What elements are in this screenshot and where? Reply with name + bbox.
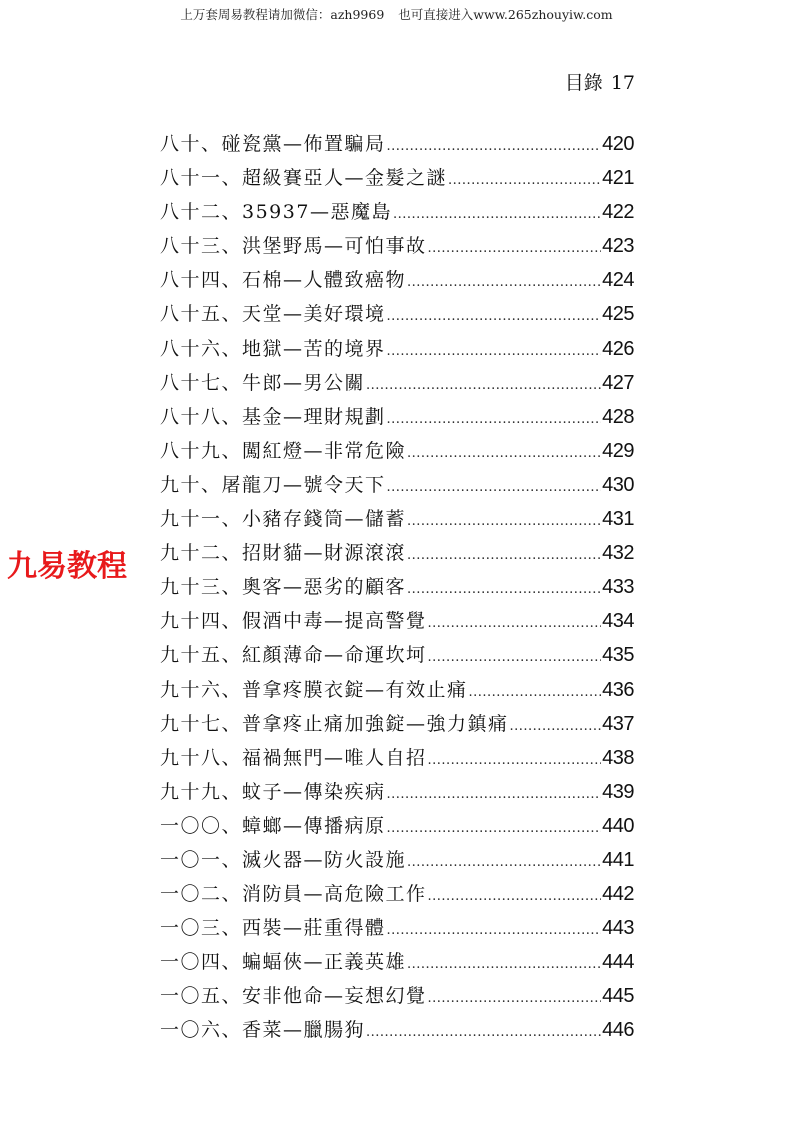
- dot-leader: [387, 471, 602, 505]
- toc-entry-page: 438: [602, 746, 634, 769]
- dot-leader: [387, 914, 602, 948]
- toc-entry-page: 441: [602, 848, 634, 871]
- toc-entry-page: 423: [602, 235, 634, 258]
- header-page-number: 17: [610, 72, 635, 94]
- toc-entry[interactable]: [160, 707, 634, 741]
- toc-entry[interactable]: [160, 468, 634, 502]
- toc-entry-page: 436: [602, 678, 634, 701]
- toc-entry-title: 一〇四、蝙蝠俠—正義英雄: [160, 951, 407, 974]
- banner-link-text: 也可直接进入www.265zhouyiw.com: [398, 7, 613, 22]
- toc-entry-page: 429: [602, 439, 634, 462]
- toc-entry-page: 426: [602, 337, 634, 360]
- banner-text: 上万套周易教程请加微信：azh9969: [180, 7, 385, 22]
- toc-entry[interactable]: [160, 161, 634, 195]
- toc-entry-title: 八十二、35937—惡魔島: [160, 201, 392, 224]
- table-of-contents: [160, 127, 634, 1048]
- toc-entry-page: 446: [602, 1019, 634, 1042]
- toc-entry[interactable]: [160, 843, 634, 877]
- dot-leader: [448, 164, 601, 198]
- toc-entry-title: 一〇〇、蟑螂—傳播病原: [160, 814, 386, 837]
- dot-leader: [393, 198, 601, 232]
- dot-leader: [407, 266, 601, 300]
- toc-entry[interactable]: [160, 775, 634, 809]
- toc-entry[interactable]: [160, 979, 634, 1013]
- toc-entry-page: 428: [602, 405, 634, 428]
- toc-entry[interactable]: [160, 638, 634, 672]
- toc-entry-page: 434: [602, 610, 634, 633]
- toc-entry-title: 八十、碰瓷黨—佈置騙局: [160, 133, 386, 155]
- dot-leader: [407, 948, 601, 982]
- page-header: [565, 68, 635, 95]
- top-banner: [0, 5, 793, 23]
- toc-entry-title: 八十三、洪堡野馬—可怕事故: [160, 235, 427, 258]
- toc-entry[interactable]: [160, 877, 634, 911]
- dot-leader: [387, 335, 602, 369]
- toc-entry-title: 一〇五、安非他命—妄想幻覺: [160, 985, 427, 1008]
- toc-entry-title: 九十六、普拿疼膜衣錠—有效止痛: [160, 678, 468, 701]
- toc-entry-page: 430: [602, 473, 634, 496]
- toc-entry[interactable]: [160, 911, 634, 945]
- dot-leader: [428, 607, 602, 641]
- dot-leader: [428, 232, 602, 266]
- toc-entry[interactable]: [160, 127, 634, 161]
- toc-entry-title: 九十四、假酒中毒—提高警覺: [160, 610, 427, 633]
- toc-entry[interactable]: [160, 434, 634, 468]
- toc-entry-title: 一〇一、滅火器—防火設施: [160, 848, 407, 871]
- toc-entry-title: 八十八、基金—理財規劃: [160, 405, 386, 428]
- toc-entry-page: 432: [602, 542, 634, 565]
- toc-entry-title: 九十一、小豬存錢筒—儲蓄: [160, 508, 407, 531]
- toc-entry-title: 八十六、地獄—苦的境界: [160, 337, 386, 360]
- toc-entry-title: 九十五、紅顏薄命—命運坎坷: [160, 644, 427, 667]
- dot-leader: [428, 641, 602, 675]
- dot-leader: [407, 846, 601, 880]
- toc-entry[interactable]: [160, 1013, 634, 1047]
- toc-entry-title: 一〇六、香菜—臘腸狗: [160, 1019, 366, 1042]
- dot-leader: [407, 437, 601, 471]
- toc-entry[interactable]: [160, 502, 634, 536]
- toc-entry[interactable]: [160, 945, 634, 979]
- toc-entry[interactable]: [160, 297, 634, 331]
- toc-entry-title: 八十四、石棉—人體致癌物: [160, 269, 407, 292]
- toc-entry-title: 九十三、奧客—惡劣的顧客: [160, 576, 407, 599]
- toc-entry[interactable]: [160, 195, 634, 229]
- dot-leader: [407, 573, 601, 607]
- dot-leader: [387, 403, 602, 437]
- toc-entry-page: 427: [602, 371, 634, 394]
- toc-entry-page: 444: [602, 951, 634, 974]
- toc-entry-title: 九十七、普拿疼止痛加強錠—強力鎮痛: [160, 712, 509, 735]
- toc-entry-page: 433: [602, 576, 634, 599]
- toc-entry-title: 八十七、牛郎—男公關: [160, 371, 366, 394]
- toc-entry[interactable]: [160, 366, 634, 400]
- toc-entry-title: 八十九、闖紅燈—非常危險: [160, 439, 407, 462]
- toc-entry-page: 443: [602, 917, 634, 940]
- dot-leader: [387, 812, 602, 846]
- toc-entry-title: 九十二、招財貓—財源滾滾: [160, 542, 407, 565]
- toc-entry[interactable]: [160, 332, 634, 366]
- toc-entry-page: 420: [602, 133, 634, 155]
- toc-entry-page: 440: [602, 814, 634, 837]
- toc-entry-page: 435: [602, 644, 634, 667]
- toc-entry-title: 九十、屠龍刀—號令天下: [160, 473, 386, 496]
- toc-entry-title: 八十五、天堂—美好環境: [160, 303, 386, 326]
- dot-leader: [387, 778, 602, 812]
- toc-entry-page: 424: [602, 269, 634, 292]
- dot-leader: [407, 539, 601, 573]
- toc-entry-title: 九十八、福禍無門—唯人自招: [160, 746, 427, 769]
- dot-leader: [428, 744, 602, 778]
- toc-entry[interactable]: [160, 809, 634, 843]
- toc-entry-page: 425: [602, 303, 634, 326]
- dot-leader: [387, 300, 602, 334]
- dot-leader: [469, 676, 602, 710]
- watermark: 九易教程: [7, 549, 127, 584]
- toc-entry-title: 一〇三、西裝—莊重得體: [160, 917, 386, 940]
- dot-leader: [510, 710, 602, 744]
- toc-entry[interactable]: [160, 263, 634, 297]
- dot-leader: [428, 880, 602, 914]
- toc-entry[interactable]: [160, 536, 634, 570]
- toc-entry-page: 442: [602, 883, 634, 906]
- toc-entry[interactable]: [160, 604, 634, 638]
- dot-leader: [387, 130, 602, 164]
- toc-entry[interactable]: [160, 741, 634, 775]
- toc-entry[interactable]: [160, 673, 634, 707]
- toc-entry[interactable]: [160, 229, 634, 263]
- header-label: 目錄: [564, 72, 603, 94]
- toc-entry[interactable]: [160, 570, 634, 604]
- dot-leader: [407, 505, 601, 539]
- dot-leader: [366, 1016, 601, 1050]
- toc-entry-page: 445: [602, 985, 634, 1008]
- dot-leader: [428, 982, 602, 1016]
- toc-entry-title: 九十九、蚊子—傳染疾病: [160, 780, 386, 803]
- toc-entry-page: 422: [602, 201, 634, 224]
- toc-entry[interactable]: [160, 400, 634, 434]
- toc-entry-page: 431: [602, 508, 634, 531]
- toc-entry-page: 421: [602, 167, 634, 190]
- toc-entry-title: 一〇二、消防員—高危險工作: [160, 883, 427, 906]
- dot-leader: [366, 369, 601, 403]
- toc-entry-title: 八十一、超級賽亞人—金髮之謎: [160, 167, 448, 190]
- toc-entry-page: 437: [602, 712, 634, 735]
- toc-entry-page: 439: [602, 780, 634, 803]
